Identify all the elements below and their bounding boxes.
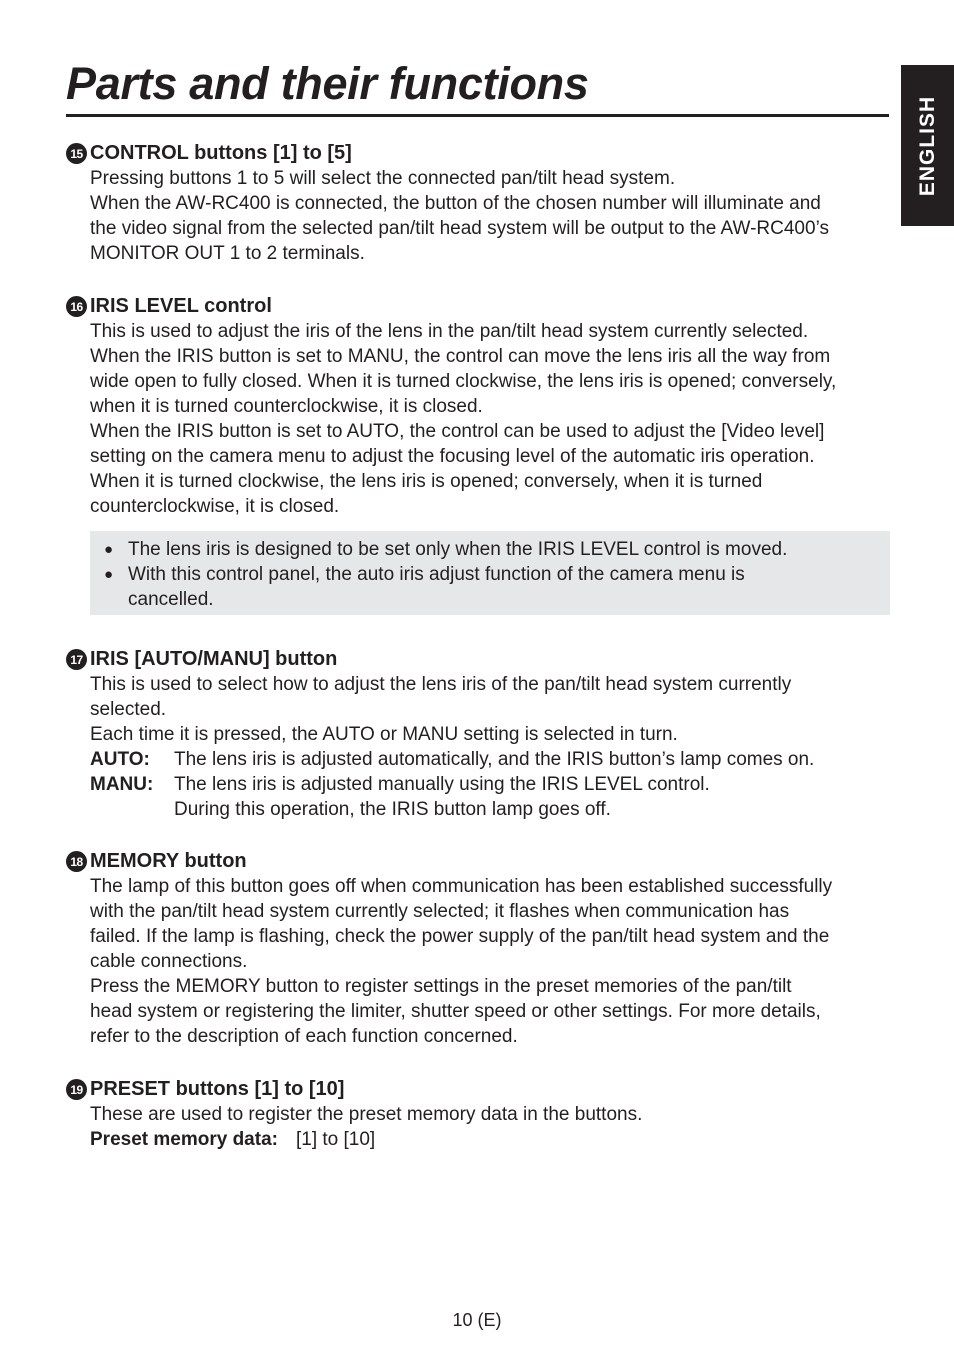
section-body bbox=[90, 672, 890, 822]
section-heading bbox=[66, 141, 890, 166]
preset-memory-value: [1] to [10] bbox=[295, 1129, 376, 1150]
body-line: counterclockwise, it is closed. bbox=[90, 496, 340, 517]
section-control-buttons bbox=[66, 141, 890, 266]
body-line: head system or registering the limiter, shutter speed or other settings. For more details, bbox=[90, 1001, 821, 1022]
definition-term: AUTO: bbox=[90, 749, 150, 770]
section-heading bbox=[66, 294, 890, 319]
body-line: setting on the camera menu to adjust the focusing level of the automatic iris operation. bbox=[90, 446, 815, 467]
body-line: When it is turned clockwise, the lens iris is opened; conversely, when it is turned bbox=[90, 471, 763, 492]
section-title: IRIS LEVEL control bbox=[90, 295, 272, 317]
definition-term: MANU: bbox=[90, 774, 154, 795]
section-title: IRIS [AUTO/MANU] button bbox=[90, 648, 338, 670]
language-tab-label: ENGLISH bbox=[915, 95, 939, 196]
section-body bbox=[90, 319, 890, 519]
section-heading bbox=[66, 647, 890, 672]
body-line: with the pan/tilt head system currently selected; it flashes when communication has bbox=[90, 901, 790, 922]
section-title: PRESET buttons [1] to [10] bbox=[90, 1078, 345, 1100]
preset-memory-label: Preset memory data: bbox=[90, 1129, 278, 1150]
bullet-icon: ● bbox=[104, 566, 114, 583]
title-underline bbox=[66, 114, 889, 117]
preset-memory-row bbox=[90, 1127, 890, 1152]
section-title: MEMORY button bbox=[90, 850, 247, 872]
definition-line: During this operation, the IRIS button lamp goes off. bbox=[174, 799, 611, 820]
definition-line: The lens iris is adjusted manually using the IRIS LEVEL control. bbox=[174, 774, 710, 795]
section-heading bbox=[66, 849, 890, 874]
definition-auto bbox=[90, 747, 890, 772]
number-15-icon: 15 bbox=[66, 143, 87, 164]
number-17-icon: 17 bbox=[66, 649, 87, 670]
definition-line: The lens iris is adjusted automatically, and the IRIS button’s lamp comes on. bbox=[174, 749, 815, 770]
page-number: 10 (E) bbox=[452, 1310, 502, 1330]
body-line: When the IRIS button is set to MANU, the control can move the lens iris all the way from bbox=[90, 346, 831, 367]
body-line: Each time it is pressed, the AUTO or MANU setting is selected in turn. bbox=[90, 724, 678, 745]
body-line: This is used to adjust the iris of the lens in the pan/tilt head system currently selected. bbox=[90, 321, 809, 342]
body-line: Pressing buttons 1 to 5 will select the connected pan/tilt head system. bbox=[90, 168, 676, 189]
body-line: Press the MEMORY button to register settings in the preset memories of the pan/tilt bbox=[90, 976, 792, 997]
body-line: cable connections. bbox=[90, 951, 248, 972]
section-memory-button bbox=[66, 849, 890, 1049]
note-box bbox=[90, 531, 890, 615]
body-line: MONITOR OUT 1 to 2 terminals. bbox=[90, 243, 365, 264]
body-line: When the IRIS button is set to AUTO, the control can be used to adjust the [Video level] bbox=[90, 421, 825, 442]
section-body bbox=[90, 1102, 890, 1152]
body-line: failed. If the lamp is flashing, check the power supply of the pan/tilt head system and the bbox=[90, 926, 830, 947]
bullet-icon: ● bbox=[104, 541, 114, 558]
note-line: The lens iris is designed to be set only when the IRIS LEVEL control is moved. bbox=[128, 539, 788, 560]
note-line: With this control panel, the auto iris adjust function of the camera menu is bbox=[128, 564, 745, 585]
body-line: refer to the description of each function concerned. bbox=[90, 1026, 518, 1047]
section-heading bbox=[66, 1077, 890, 1102]
body-line: These are used to register the preset memory data in the buttons. bbox=[90, 1104, 643, 1125]
number-18-icon: 18 bbox=[66, 851, 87, 872]
number-19-icon: 19 bbox=[66, 1079, 87, 1100]
body-line: This is used to select how to adjust the lens iris of the pan/tilt head system currently bbox=[90, 674, 792, 695]
body-line: when it is turned counterclockwise, it is closed. bbox=[90, 396, 483, 417]
section-body bbox=[90, 874, 890, 1049]
body-line: wide open to fully closed. When it is turned clockwise, the lens iris is opened; conversely, bbox=[90, 371, 837, 392]
note-item bbox=[104, 562, 880, 612]
body-line: The lamp of this button goes off when communication has been established successfully bbox=[90, 876, 833, 897]
body-line: selected. bbox=[90, 699, 167, 720]
page-title: Parts and their functions bbox=[66, 58, 589, 109]
number-16-icon: 16 bbox=[66, 296, 87, 317]
definition-manu bbox=[90, 772, 890, 822]
section-body bbox=[90, 166, 890, 266]
language-tab bbox=[901, 65, 954, 226]
body-line: the video signal from the selected pan/tilt head system will be output to the AW-RC400’s bbox=[90, 218, 829, 239]
section-iris-level bbox=[66, 294, 890, 615]
note-line: cancelled. bbox=[128, 589, 214, 610]
note-item bbox=[104, 537, 880, 562]
section-preset-buttons bbox=[66, 1077, 890, 1152]
section-title: CONTROL buttons [1] to [5] bbox=[90, 142, 352, 164]
section-iris-auto-manu bbox=[66, 647, 890, 822]
body-line: When the AW-RC400 is connected, the button of the chosen number will illuminate and bbox=[90, 193, 821, 214]
